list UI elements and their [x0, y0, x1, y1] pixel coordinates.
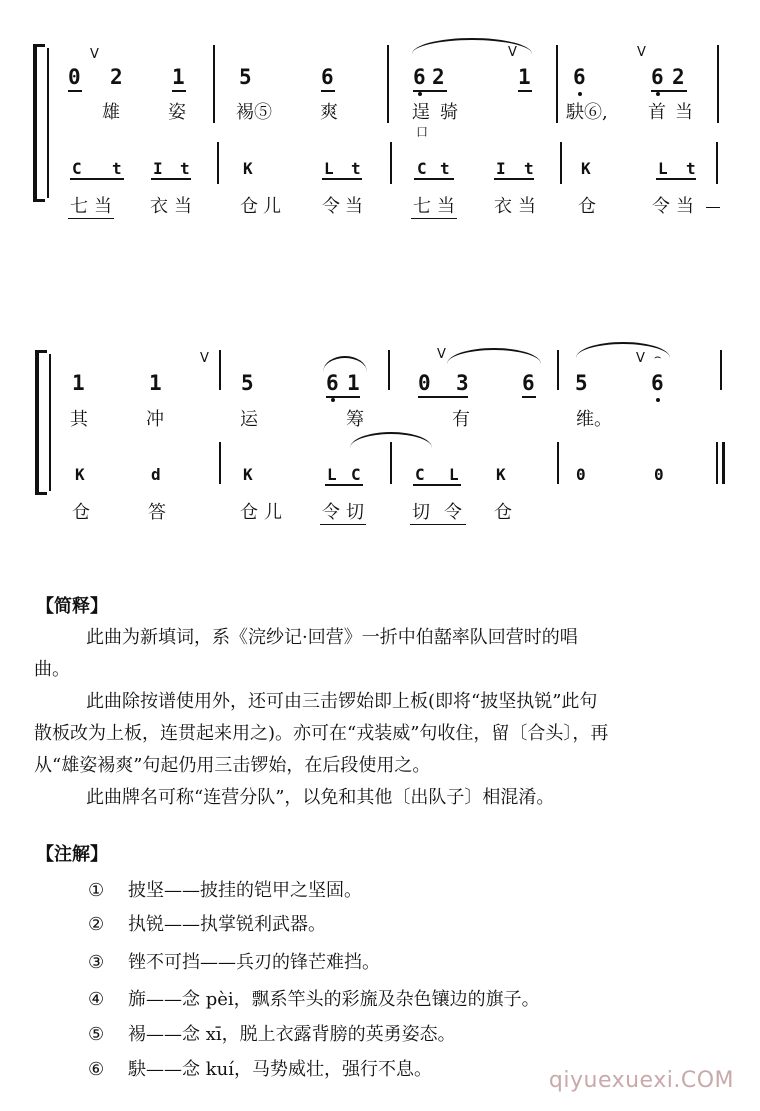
perc-underline	[325, 484, 363, 486]
note-underline	[651, 90, 687, 92]
perc-underline	[656, 178, 696, 180]
perc-symbol: K	[75, 465, 85, 484]
jianshi-paragraph: 曲。	[34, 659, 70, 680]
lyric: 姿	[168, 102, 186, 123]
note-underline	[172, 90, 186, 92]
perc-symbol: K	[243, 159, 253, 178]
annotation-number: ②	[88, 914, 105, 935]
melody-note: 1	[72, 371, 85, 395]
note-underline	[68, 90, 82, 92]
perc-underline	[151, 178, 191, 180]
barline	[717, 45, 719, 123]
melody-note: 1	[172, 65, 185, 89]
tie-dash	[706, 207, 720, 208]
barline	[213, 45, 215, 123]
annotation-text: 駃——念 kuí，马势威壮，强行不息。	[128, 1059, 432, 1080]
perc-syllable: 令	[322, 502, 340, 523]
lyric: 雄	[102, 102, 120, 123]
barline	[716, 442, 718, 484]
perc-symbol: K	[243, 465, 253, 484]
perc-symbol: I	[496, 159, 506, 178]
melody-note: 6	[573, 65, 586, 89]
breath-mark: V	[636, 351, 645, 366]
lyric: 裼⑤	[236, 102, 272, 123]
annotation-number: ⑤	[88, 1024, 105, 1045]
perc-syllable: 仓	[578, 196, 596, 217]
breath-mark: V	[90, 47, 99, 62]
breath-mark: V	[200, 351, 209, 366]
annotation-item	[88, 948, 380, 974]
lyric: 首	[648, 102, 666, 123]
melody-note: 5	[575, 371, 588, 395]
perc-underline	[494, 178, 534, 180]
barline	[387, 45, 389, 123]
barline	[560, 142, 562, 184]
perc-syllable: 儿	[264, 502, 282, 523]
barline	[390, 142, 392, 184]
barline	[720, 350, 722, 390]
slur	[576, 342, 670, 358]
perc-underline	[414, 178, 454, 180]
melody-note: 6	[326, 371, 339, 395]
perc-syllable: 仓	[72, 502, 90, 523]
perc-syllable: 衣	[494, 196, 512, 217]
system-line	[47, 48, 49, 198]
annotation-item	[88, 876, 362, 902]
perc-syllable-underline	[68, 218, 114, 219]
annotation-number: ③	[88, 952, 105, 973]
annotation-text: 披坚——披挂的铠甲之坚固。	[128, 880, 362, 901]
melody-note: 3	[456, 371, 469, 395]
annotation-item	[88, 1020, 456, 1046]
breath-mark: V	[508, 45, 517, 60]
melody-note: 2	[672, 65, 685, 89]
breath-mark: V	[637, 45, 646, 60]
perc-syllable: 当	[437, 196, 455, 217]
barline	[219, 350, 221, 390]
lyric: 有	[452, 409, 470, 430]
perc-symbol: C	[72, 159, 82, 178]
slur	[350, 432, 432, 448]
perc-syllable: 令	[652, 196, 670, 217]
slur	[323, 356, 367, 372]
jianshi-paragraph: 此曲为新填词，系《浣纱记·回营》一折中伯嚭率队回营时的唱	[86, 627, 578, 648]
annotation-text: 裼——念 xī，脱上衣露背膀的英勇姿态。	[128, 1024, 456, 1045]
note-underline	[321, 90, 335, 92]
octave-dot	[578, 92, 582, 96]
perc-syllable: 当	[345, 196, 363, 217]
lyric: 筹	[346, 409, 364, 430]
perc-syllable: 答	[148, 502, 166, 523]
annotation-item	[88, 910, 326, 936]
perc-syllable: 当	[174, 196, 192, 217]
breath-mark: V	[437, 347, 446, 362]
jianshi-body	[34, 622, 732, 814]
perc-syllable: 七	[70, 196, 88, 217]
melody-note: 6	[651, 371, 664, 395]
system-line	[49, 354, 51, 491]
perc-syllable: 当	[676, 196, 694, 217]
perc-symbol: I	[153, 159, 163, 178]
note-underline	[413, 90, 447, 92]
lyric: 冲	[146, 409, 164, 430]
perc-syllable: 仓	[240, 196, 258, 217]
barline	[390, 442, 392, 484]
system-bracket	[33, 44, 37, 202]
system-bracket	[35, 350, 39, 495]
perc-syllable: 令	[444, 502, 462, 523]
system-bracket-top	[35, 350, 47, 353]
perc-syllable: 仓	[240, 502, 258, 523]
slur	[447, 348, 541, 364]
jianshi-paragraph: 此曲除按谱使用外，还可由三击锣始即上板(即将“披坚执锐”此句	[86, 691, 598, 712]
melody-note: 1	[518, 65, 531, 89]
lyric: 逞	[412, 102, 430, 123]
barline	[217, 142, 219, 184]
perc-syllable-underline	[411, 218, 457, 219]
melody-note: 1	[347, 371, 360, 395]
melody-note: 5	[239, 65, 252, 89]
perc-syllable: 儿	[263, 196, 281, 217]
octave-dot	[656, 92, 660, 96]
perc-syllable: 当	[518, 196, 536, 217]
system-bracket-bottom	[33, 199, 45, 202]
perc-syllable: 切	[412, 502, 430, 523]
melody-note: 6	[651, 65, 664, 89]
lyric: 当	[675, 102, 693, 123]
note-underline	[522, 396, 536, 398]
annotation-item	[88, 985, 540, 1011]
barline	[557, 442, 559, 484]
jianshi-paragraph: 散板改为上板，连贯起来用之)。亦可在“戎装威”句收住，留〔合头〕，再	[34, 723, 609, 744]
perc-syllable: 令	[322, 196, 340, 217]
perc-underline	[322, 178, 362, 180]
perc-syllable: 仓	[494, 502, 512, 523]
melody-note: 0	[68, 65, 81, 89]
lyric: 爽	[320, 102, 338, 123]
section-title-jianshi: 【简释】	[36, 596, 108, 617]
melody-note: 2	[110, 65, 123, 89]
perc-symbol: L	[324, 159, 334, 178]
system-bracket-top	[33, 44, 45, 47]
annotation-item	[88, 1055, 432, 1081]
perc-symbol: 0	[576, 465, 586, 484]
note-underline	[418, 396, 468, 398]
octave-dot	[418, 92, 422, 96]
melody-note: 6	[413, 65, 426, 89]
jianshi-paragraph: 此曲牌名可称“连营分队”，以免和其他〔出队子〕相混淆。	[86, 787, 555, 808]
perc-symbol: d	[151, 465, 161, 484]
section-title-zhujie: 【注解】	[36, 844, 108, 865]
barline	[388, 350, 390, 390]
perc-symbol: C	[351, 465, 361, 484]
annotation-number: ⑥	[88, 1059, 105, 1080]
perc-symbol: L	[327, 465, 337, 484]
lyric: 駃⑥,	[566, 102, 608, 123]
perc-symbol: K	[581, 159, 591, 178]
perc-symbol: C	[417, 159, 427, 178]
perc-syllable-underline	[320, 524, 366, 525]
lyric: 骑	[440, 102, 458, 123]
annotation-text: 旆——念 pèi，飘系竿头的彩旒及杂色镶边的旗子。	[128, 989, 540, 1010]
lyric: 运	[240, 409, 258, 430]
perc-syllable: 衣	[150, 196, 168, 217]
lyric-box-mark: 口	[416, 125, 429, 139]
annotation-number: ④	[88, 989, 105, 1010]
lyric: 其	[70, 409, 88, 430]
perc-syllable: 七	[413, 196, 431, 217]
lyric: 维。	[576, 409, 612, 430]
fermata-icon: ⌢	[654, 350, 662, 363]
slur	[412, 38, 532, 54]
octave-dot	[331, 398, 335, 402]
system-bracket-bottom	[35, 492, 47, 495]
perc-syllable: 切	[346, 502, 364, 523]
final-barline	[722, 442, 725, 484]
melody-note: 1	[149, 371, 162, 395]
perc-symbol: t	[351, 159, 361, 178]
perc-symbol: L	[449, 465, 459, 484]
melody-note: 2	[432, 65, 445, 89]
barline	[716, 142, 718, 184]
perc-symbol: t	[524, 159, 534, 178]
jianshi-paragraph: 从“雄姿裼爽”句起仍用三击锣始，在后段使用之。	[34, 755, 431, 776]
melody-note: 5	[241, 371, 254, 395]
perc-symbol: K	[496, 465, 506, 484]
melody-note: 6	[321, 65, 334, 89]
site-watermark: qiyuexuexi.COM	[548, 1068, 734, 1093]
barline	[556, 45, 558, 123]
annotation-text: 执锐——执掌锐利武器。	[128, 914, 326, 935]
note-underline	[326, 396, 360, 398]
perc-symbol: t	[180, 159, 190, 178]
perc-symbol: C	[415, 465, 425, 484]
annotation-text: 锉不可挡——兵刃的锋芒难挡。	[128, 952, 380, 973]
perc-symbol: L	[658, 159, 668, 178]
perc-underline	[413, 484, 461, 486]
perc-symbol: t	[112, 159, 122, 178]
barline	[219, 442, 221, 484]
melody-note: 0	[418, 371, 431, 395]
annotation-number: ①	[88, 880, 105, 901]
melody-note: 6	[522, 371, 535, 395]
note-underline	[518, 90, 532, 92]
perc-underline	[70, 178, 124, 180]
perc-syllable: 当	[94, 196, 112, 217]
barline	[557, 350, 559, 390]
perc-symbol: t	[440, 159, 450, 178]
perc-symbol: 0	[654, 465, 664, 484]
perc-syllable-underline	[410, 524, 466, 525]
octave-dot	[656, 398, 660, 402]
perc-symbol: t	[686, 159, 696, 178]
